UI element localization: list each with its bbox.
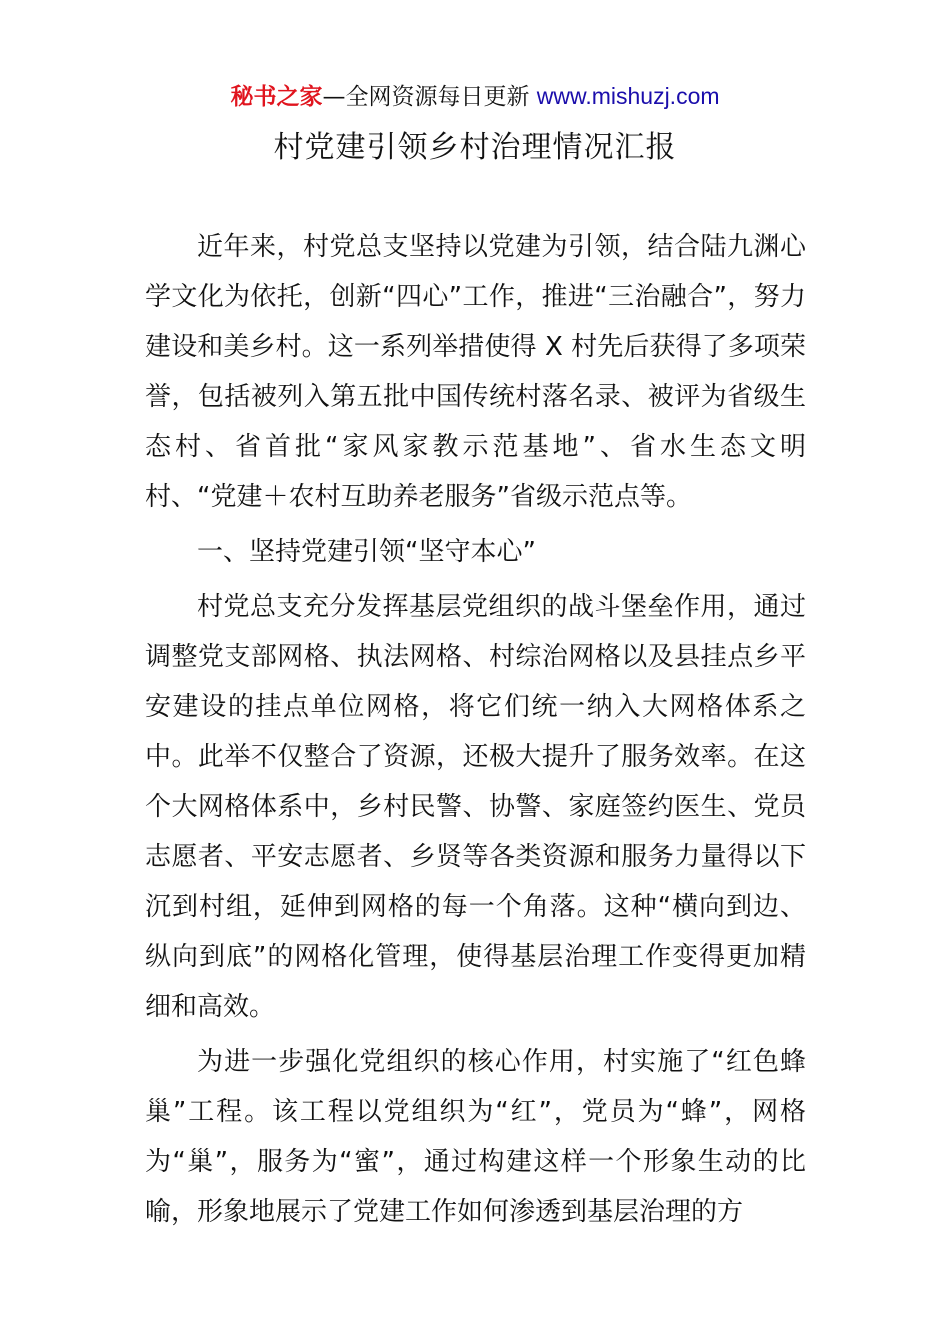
paragraph-intro: 近年来，村党总支坚持以党建为引领，结合陆九渊心学文化为依托，创新“四心”工作，推进“三治融合”，努力建设和美乡村。这一系列举措使得 X 村先后获得了多项荣誉，包括被列入第五批中国传统村落名录、被评为省级生态村、省首批“家风家教示范基地”、省水生态文明村、“党建＋农村互助养老服务”省级示范点等。	[145, 232, 806, 512]
paragraph-grid-management: 村党总支充分发挥基层党组织的战斗堡垒作用，通过调整党支部网格、执法网格、村综治网格以及县挂点乡平安建设的挂点单位网格，将它们统一纳入大网格体系之中。此举不仅整合了资源，还极大提升了服务效率。在这个大网格体系中，乡村民警、协警、家庭签约医生、党员志愿者、平安志愿者、乡贤等各类资源和服务力量得以下沉到村组，延伸到网格的每一个角落。这种“横向到边、纵向到底”的网格化管理，使得基层治理工作变得更加精细和高效。	[145, 592, 806, 1022]
site-tagline: —全网资源每日更新	[322, 84, 537, 110]
paragraph-red-beehive: 为进一步强化党组织的核心作用，村实施了“红色蜂巢”工程。该工程以党组织为“红”，党员为“蜂”，网格为“巢”，服务为“蜜”，通过构建这样一个形象生动的比喻，形象地展示了党建工作如何渗透到基层治理的方	[145, 1047, 806, 1227]
site-header	[0, 80, 950, 113]
section-heading-1: 一、坚持党建引领“坚守本心”	[197, 537, 536, 567]
document-body	[145, 222, 806, 1242]
brand-name: 秘书之家	[230, 84, 323, 110]
site-url-link[interactable]: www.mishuzj.com	[536, 83, 720, 109]
document-title: 村党建引领乡村治理情况汇报	[273, 130, 677, 165]
